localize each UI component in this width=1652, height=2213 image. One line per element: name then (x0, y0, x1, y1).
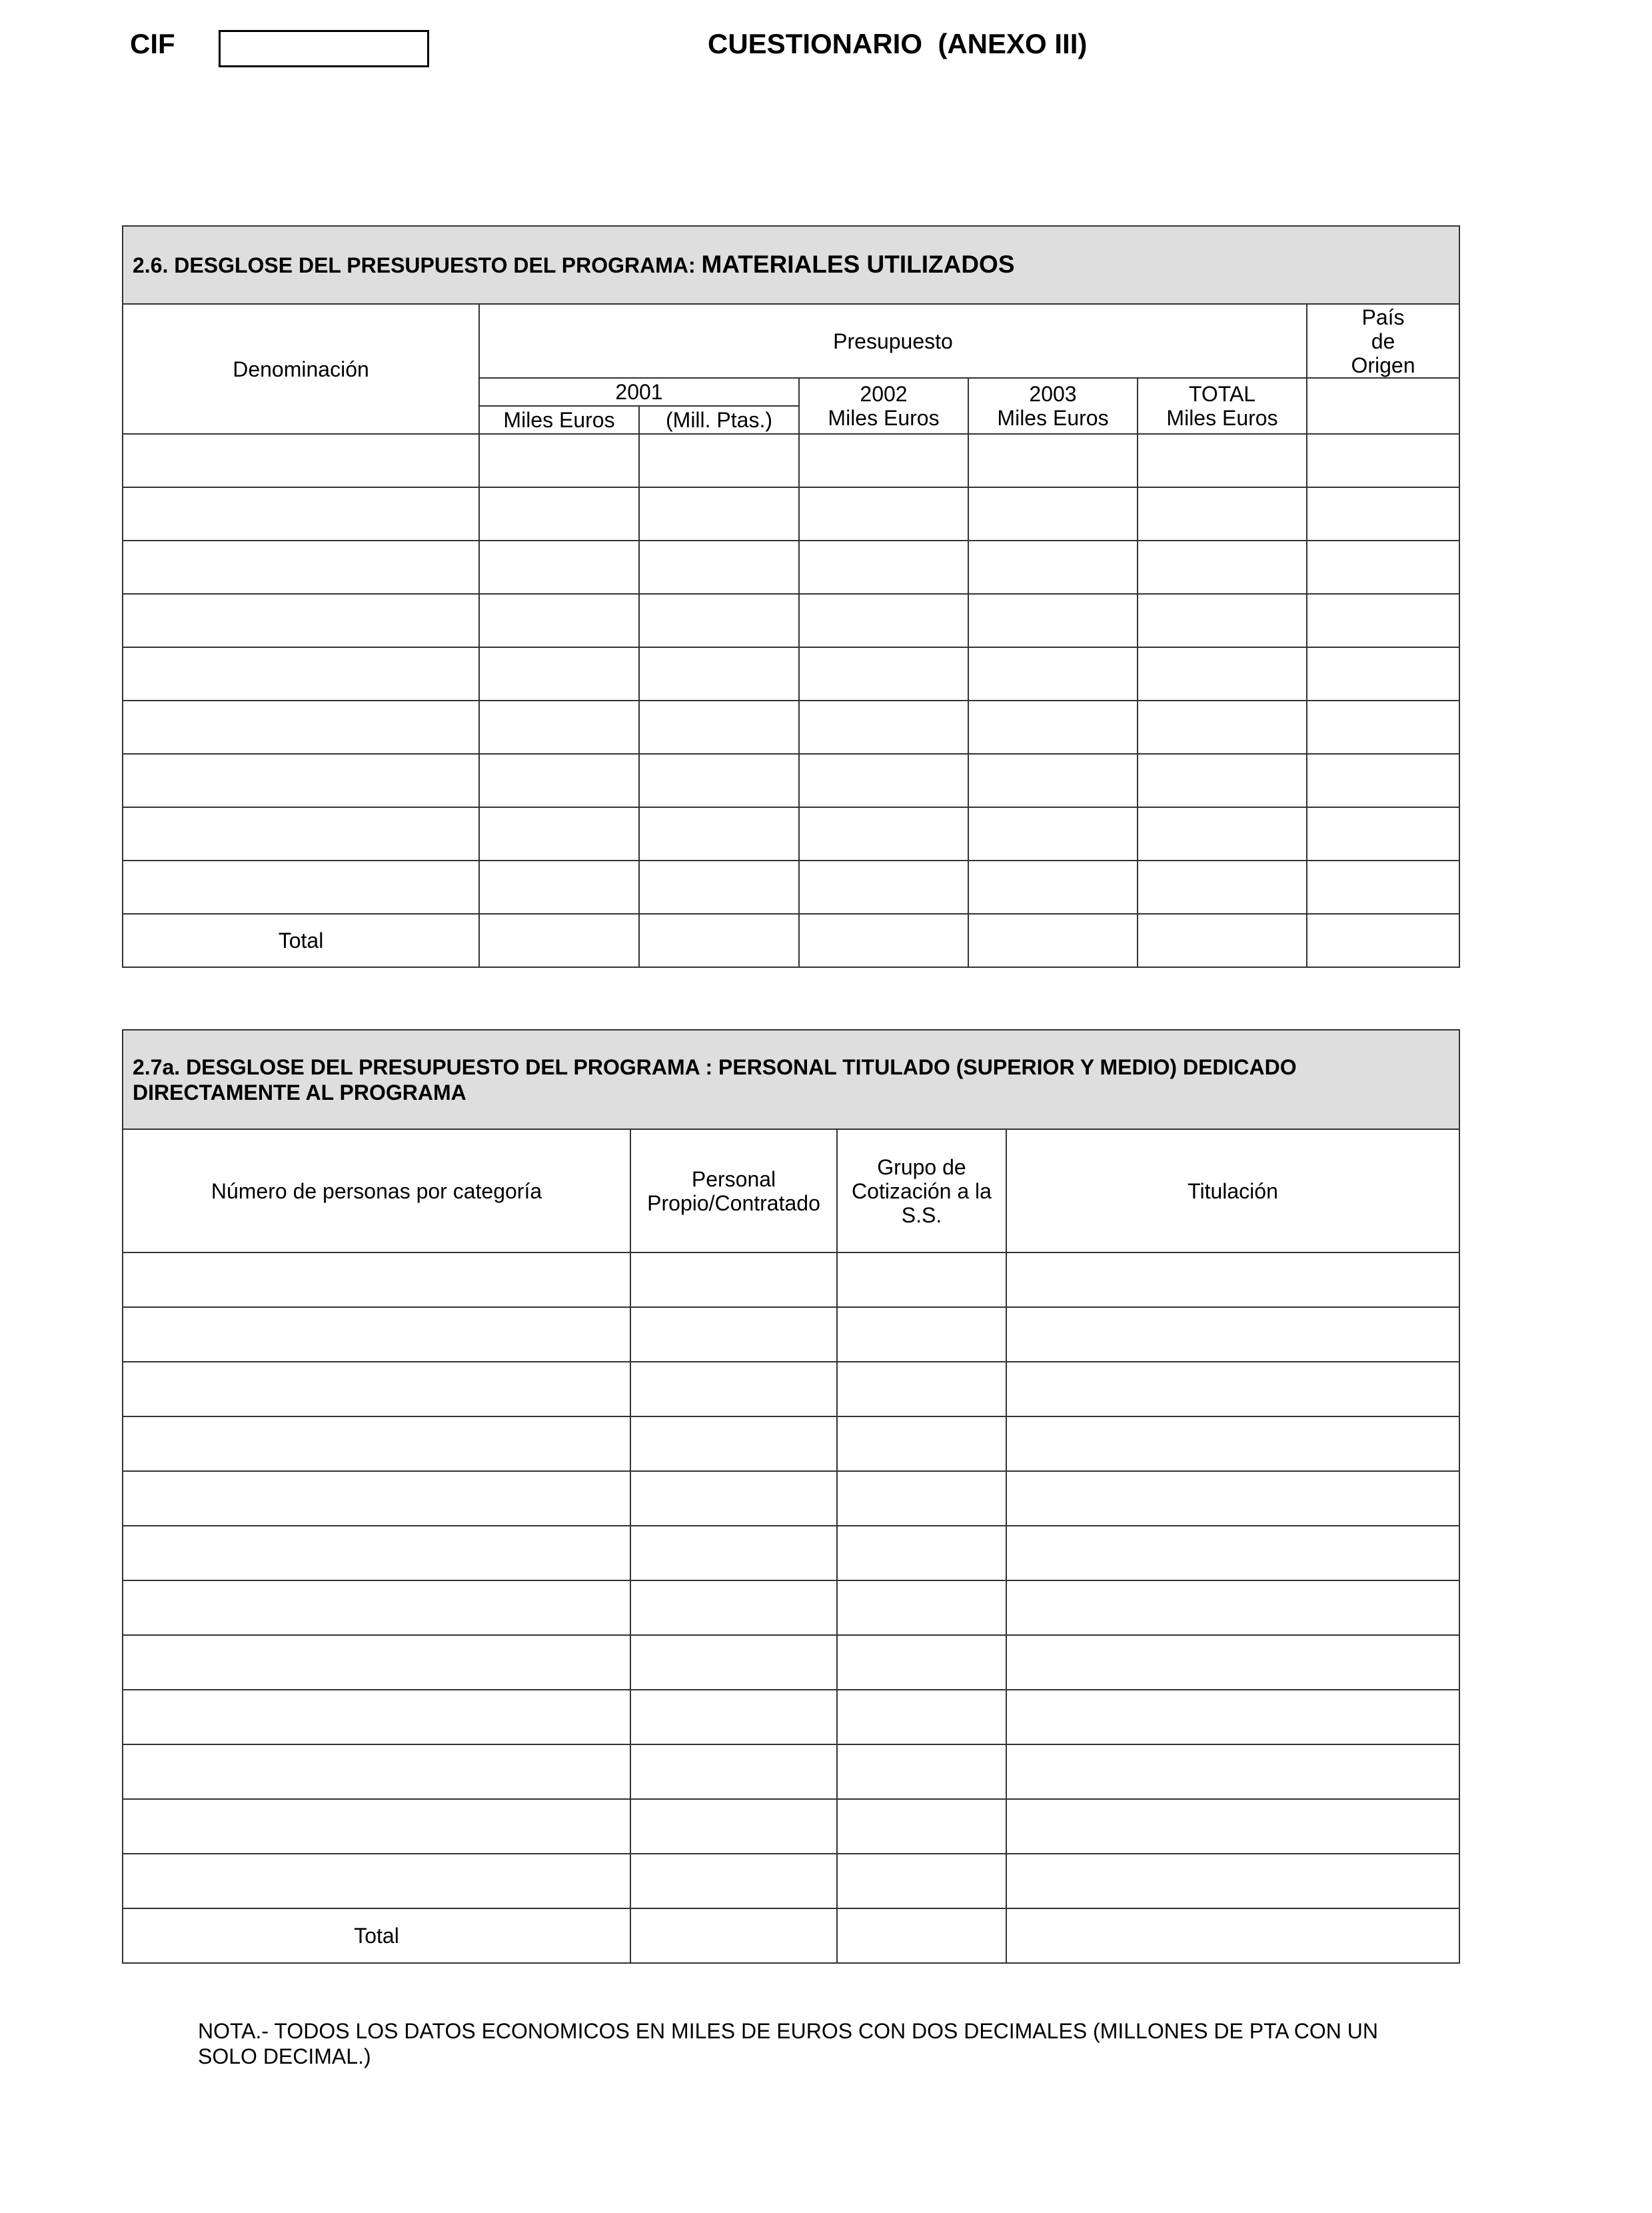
input-cell[interactable] (837, 1252, 1006, 1307)
input-cell[interactable] (1138, 701, 1307, 754)
input-cell[interactable] (1138, 861, 1307, 914)
table-row (123, 1471, 1459, 1526)
input-cell[interactable] (799, 487, 968, 541)
input-cell[interactable] (837, 1744, 1006, 1799)
table-row (123, 807, 1459, 861)
footnote-line1: NOTA.- TODOS LOS DATOS ECONOMICOS EN MILES DE EUROS CON DOS DECIMALES (MILLONES DE PTA CON UN (198, 2019, 1378, 2043)
table-row (123, 1252, 1459, 1307)
section-2-7a-title-line2: DIRECTAMENTE AL PROGRAMA (133, 1080, 466, 1105)
table-row (123, 647, 1459, 701)
input-cell[interactable] (1307, 647, 1459, 701)
col-pais-line1: País (1361, 305, 1405, 329)
section-2-6-title-emphasis: MATERIALES UTILIZADOS (701, 251, 1015, 278)
input-cell[interactable] (123, 1580, 630, 1635)
input-cell[interactable] (1307, 594, 1459, 647)
table-row (123, 1635, 1459, 1690)
input-cell[interactable] (799, 754, 968, 807)
input-cell[interactable] (1006, 1526, 1459, 1580)
input-cell[interactable] (639, 914, 799, 967)
input-cell[interactable] (968, 541, 1138, 594)
input-cell[interactable] (123, 487, 479, 541)
total-row-label: Total (123, 914, 479, 967)
footnote (198, 2018, 1424, 2069)
col-2003-unit: Miles Euros (997, 406, 1109, 430)
input-cell[interactable] (639, 701, 799, 754)
input-cell[interactable] (1006, 1307, 1459, 1362)
input-cell[interactable] (799, 701, 968, 754)
input-cell[interactable] (837, 1307, 1006, 1362)
input-cell[interactable] (968, 914, 1138, 967)
col-year-2001: 2001 (479, 378, 799, 406)
col-numero-personas: Número de personas por categoría (123, 1129, 630, 1252)
input-cell[interactable] (123, 701, 479, 754)
input-cell[interactable] (1006, 1854, 1459, 1908)
input-cell[interactable] (123, 1744, 630, 1799)
input-cell[interactable] (479, 594, 639, 647)
input-cell[interactable] (479, 541, 639, 594)
input-cell[interactable] (1006, 1471, 1459, 1526)
input-cell[interactable] (968, 434, 1138, 487)
total-row (123, 1908, 1459, 1963)
input-cell[interactable] (630, 1690, 837, 1744)
cif-label: CIF (130, 28, 175, 59)
table-row (123, 1799, 1459, 1854)
col-total-label: TOTAL (1188, 382, 1256, 406)
input-cell[interactable] (1006, 1690, 1459, 1744)
col-pais-blank (1307, 378, 1459, 434)
input-cell[interactable] (630, 1307, 837, 1362)
table-row (123, 1307, 1459, 1362)
col-2001-miles-euros: Miles Euros (479, 406, 639, 434)
input-cell[interactable] (479, 487, 639, 541)
section-2-7a-title (123, 1030, 1459, 1129)
input-cell[interactable] (1006, 1362, 1459, 1416)
input-cell[interactable] (479, 861, 639, 914)
section-2-6-title-prefix: 2.6. DESGLOSE DEL PRESUPUESTO DEL PROGRAMA: (133, 253, 696, 277)
input-cell[interactable] (837, 1471, 1006, 1526)
table-row (123, 1854, 1459, 1908)
input-cell[interactable] (639, 861, 799, 914)
input-cell[interactable] (639, 487, 799, 541)
input-cell[interactable] (639, 594, 799, 647)
input-cell[interactable] (1307, 914, 1459, 967)
input-cell[interactable] (123, 1471, 630, 1526)
col-personal-line2: Propio/Contratado (647, 1190, 820, 1215)
input-cell[interactable] (630, 1252, 837, 1307)
input-cell[interactable] (479, 914, 639, 967)
col-personal-line1: Personal (691, 1166, 776, 1191)
input-cell[interactable] (123, 1799, 630, 1854)
input-cell[interactable] (1307, 861, 1459, 914)
col-grupo-cotizacion (837, 1129, 1006, 1252)
table-row (123, 1744, 1459, 1799)
input-cell[interactable] (1307, 434, 1459, 487)
input-cell[interactable] (968, 861, 1138, 914)
table-row (123, 1416, 1459, 1471)
col-year-2003 (968, 378, 1138, 434)
input-cell[interactable] (123, 1307, 630, 1362)
input-cell[interactable] (123, 541, 479, 594)
input-cell[interactable] (1138, 647, 1307, 701)
input-cell[interactable] (837, 1854, 1006, 1908)
input-cell[interactable] (630, 1799, 837, 1854)
input-cell[interactable] (123, 1526, 630, 1580)
input-cell[interactable] (479, 754, 639, 807)
total-row-label: Total (123, 1908, 630, 1963)
input-cell[interactable] (837, 1362, 1006, 1416)
input-cell[interactable] (630, 1416, 837, 1471)
input-cell[interactable] (837, 1690, 1006, 1744)
input-cell[interactable] (479, 434, 639, 487)
col-pais-line3: Origen (1351, 353, 1415, 377)
input-cell[interactable] (1307, 807, 1459, 861)
input-cell[interactable] (639, 647, 799, 701)
col-grupo-line1: Grupo de (877, 1154, 966, 1179)
input-cell[interactable] (1138, 914, 1307, 967)
input-cell[interactable] (799, 807, 968, 861)
cif-input[interactable] (219, 30, 429, 67)
input-cell[interactable] (1307, 487, 1459, 541)
table-row (123, 1362, 1459, 1416)
col-pais-origen (1307, 304, 1459, 378)
table-row (123, 861, 1459, 914)
input-cell[interactable] (123, 861, 479, 914)
input-cell[interactable] (630, 1580, 837, 1635)
input-cell[interactable] (799, 647, 968, 701)
col-2002-unit: Miles Euros (828, 406, 940, 430)
input-cell[interactable] (1006, 1744, 1459, 1799)
input-cell[interactable] (799, 434, 968, 487)
input-cell[interactable] (837, 1635, 1006, 1690)
table-row (123, 594, 1459, 647)
input-cell[interactable] (123, 434, 479, 487)
col-personal (630, 1129, 837, 1252)
document-title: CUESTIONARIO (ANEXO III) (708, 28, 1088, 59)
input-cell[interactable] (1138, 807, 1307, 861)
col-2003-year: 2003 (1029, 382, 1077, 406)
input-cell[interactable] (123, 754, 479, 807)
input-cell[interactable] (1138, 541, 1307, 594)
input-cell[interactable] (123, 1416, 630, 1471)
input-cell[interactable] (968, 701, 1138, 754)
input-cell[interactable] (968, 647, 1138, 701)
input-cell[interactable] (837, 1416, 1006, 1471)
input-cell[interactable] (1138, 434, 1307, 487)
section-2-7a-title-line1: 2.7a. DESGLOSE DEL PRESUPUESTO DEL PROGRAMA : PERSONAL TITULADO (SUPERIOR Y MEDIO) DEDICADO (133, 1055, 1297, 1079)
table-row (123, 1526, 1459, 1580)
materials-budget-table (122, 225, 1460, 968)
input-cell[interactable] (1138, 754, 1307, 807)
table-row (123, 1580, 1459, 1635)
input-cell[interactable] (1307, 541, 1459, 594)
input-cell[interactable] (968, 594, 1138, 647)
input-cell[interactable] (968, 807, 1138, 861)
input-cell[interactable] (639, 807, 799, 861)
input-cell[interactable] (123, 1362, 630, 1416)
input-cell[interactable] (1006, 1799, 1459, 1854)
input-cell[interactable] (1006, 1252, 1459, 1307)
input-cell[interactable] (1006, 1635, 1459, 1690)
input-cell[interactable] (1138, 594, 1307, 647)
input-cell[interactable] (630, 1526, 837, 1580)
col-2001-mill-ptas: (Mill. Ptas.) (639, 406, 799, 434)
input-cell[interactable] (1138, 487, 1307, 541)
input-cell[interactable] (123, 1690, 630, 1744)
table-row (123, 1690, 1459, 1744)
col-grupo-line3: S.S. (901, 1202, 942, 1227)
input-cell[interactable] (799, 594, 968, 647)
col-total-unit: Miles Euros (1166, 406, 1278, 430)
col-pais-line2: de (1371, 329, 1395, 353)
input-cell[interactable] (479, 701, 639, 754)
input-cell[interactable] (968, 754, 1138, 807)
table-row (123, 434, 1459, 487)
input-cell[interactable] (968, 487, 1138, 541)
input-cell[interactable] (1307, 754, 1459, 807)
footnote-line2: SOLO DECIMAL.) (198, 2044, 371, 2068)
input-cell[interactable] (799, 541, 968, 594)
input-cell[interactable] (837, 1580, 1006, 1635)
col-presupuesto: Presupuesto (479, 304, 1307, 378)
col-titulacion: Titulación (1006, 1129, 1459, 1252)
input-cell[interactable] (799, 861, 968, 914)
input-cell[interactable] (837, 1526, 1006, 1580)
table-row (123, 487, 1459, 541)
input-cell[interactable] (837, 1799, 1006, 1854)
input-cell[interactable] (639, 434, 799, 487)
input-cell[interactable] (630, 1908, 837, 1963)
input-cell[interactable] (630, 1635, 837, 1690)
section-2-6-title (123, 226, 1459, 304)
input-cell[interactable] (123, 594, 479, 647)
col-2002-year: 2002 (860, 382, 908, 406)
total-row (123, 914, 1459, 967)
input-cell[interactable] (1307, 701, 1459, 754)
input-cell[interactable] (1006, 1580, 1459, 1635)
table-row (123, 754, 1459, 807)
input-cell[interactable] (123, 807, 479, 861)
input-cell[interactable] (630, 1471, 837, 1526)
input-cell[interactable] (799, 914, 968, 967)
input-cell[interactable] (630, 1744, 837, 1799)
input-cell[interactable] (123, 647, 479, 701)
input-cell[interactable] (1006, 1416, 1459, 1471)
input-cell[interactable] (639, 541, 799, 594)
input-cell[interactable] (123, 1252, 630, 1307)
col-year-2002 (799, 378, 968, 434)
input-cell[interactable] (1006, 1908, 1459, 1963)
table-row (123, 541, 1459, 594)
col-total (1138, 378, 1307, 434)
input-cell[interactable] (639, 754, 799, 807)
input-cell[interactable] (837, 1908, 1006, 1963)
input-cell[interactable] (630, 1362, 837, 1416)
input-cell[interactable] (123, 1635, 630, 1690)
input-cell[interactable] (123, 1854, 630, 1908)
col-denominacion: Denominación (123, 304, 479, 434)
input-cell[interactable] (479, 647, 639, 701)
input-cell[interactable] (479, 807, 639, 861)
input-cell[interactable] (630, 1854, 837, 1908)
personnel-budget-table (122, 1029, 1460, 1964)
table-row (123, 701, 1459, 754)
col-grupo-line2: Cotización a la (852, 1178, 992, 1203)
